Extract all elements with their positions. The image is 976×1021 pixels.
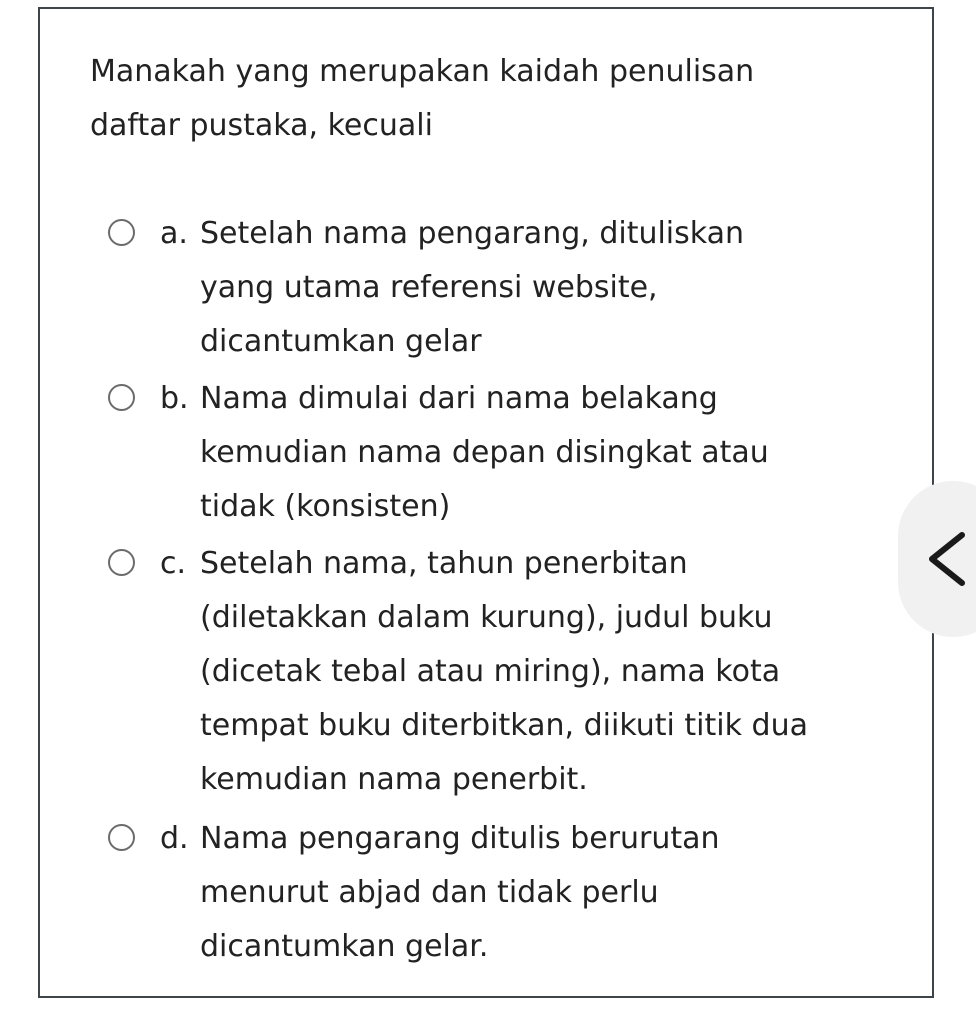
question-line: daftar pustaka, kecuali [90,108,433,143]
option-line: Nama pengarang ditulis berurutan [200,821,720,856]
option-line: (diletakkan dalam kurung), judul buku [200,600,773,635]
option-line: dicantumkan gelar [200,324,482,359]
option-letter: a. [160,216,188,251]
option-letter: c. [160,546,187,581]
question-text [90,45,870,153]
option-line: Nama dimulai dari nama belakang [200,381,718,416]
previous-page-tab[interactable] [898,481,976,637]
option-line: yang utama referensi website, [200,270,658,305]
option-line: Setelah nama pengarang, dituliskan [200,216,745,251]
option-line: (dicetak tebal atau miring), nama kota [200,654,781,689]
option-a-label [160,207,878,369]
option-letter: b. [160,381,189,416]
option-c-label [160,537,878,807]
radio-button-c[interactable] [108,549,135,576]
option-d-label [160,812,878,974]
radio-button-d[interactable] [108,824,135,851]
chevron-left-icon [924,531,970,587]
radio-button-a[interactable] [108,219,135,246]
option-line: kemudian nama penerbit. [200,762,588,797]
option-line: dicantumkan gelar. [200,929,489,964]
option-line: menurut abjad dan tidak perlu [200,875,659,910]
question-line: Manakah yang merupakan kaidah penulisan [90,54,755,89]
option-letter: d. [160,821,189,856]
question-card [38,7,934,998]
option-line: tempat buku diterbitkan, diikuti titik dua [200,708,808,743]
option-line: kemudian nama depan disingkat atau [200,435,769,470]
option-line: tidak (konsisten) [200,489,451,524]
option-b-label [160,372,878,534]
option-line: Setelah nama, tahun penerbitan [200,546,688,581]
radio-button-b[interactable] [108,384,135,411]
